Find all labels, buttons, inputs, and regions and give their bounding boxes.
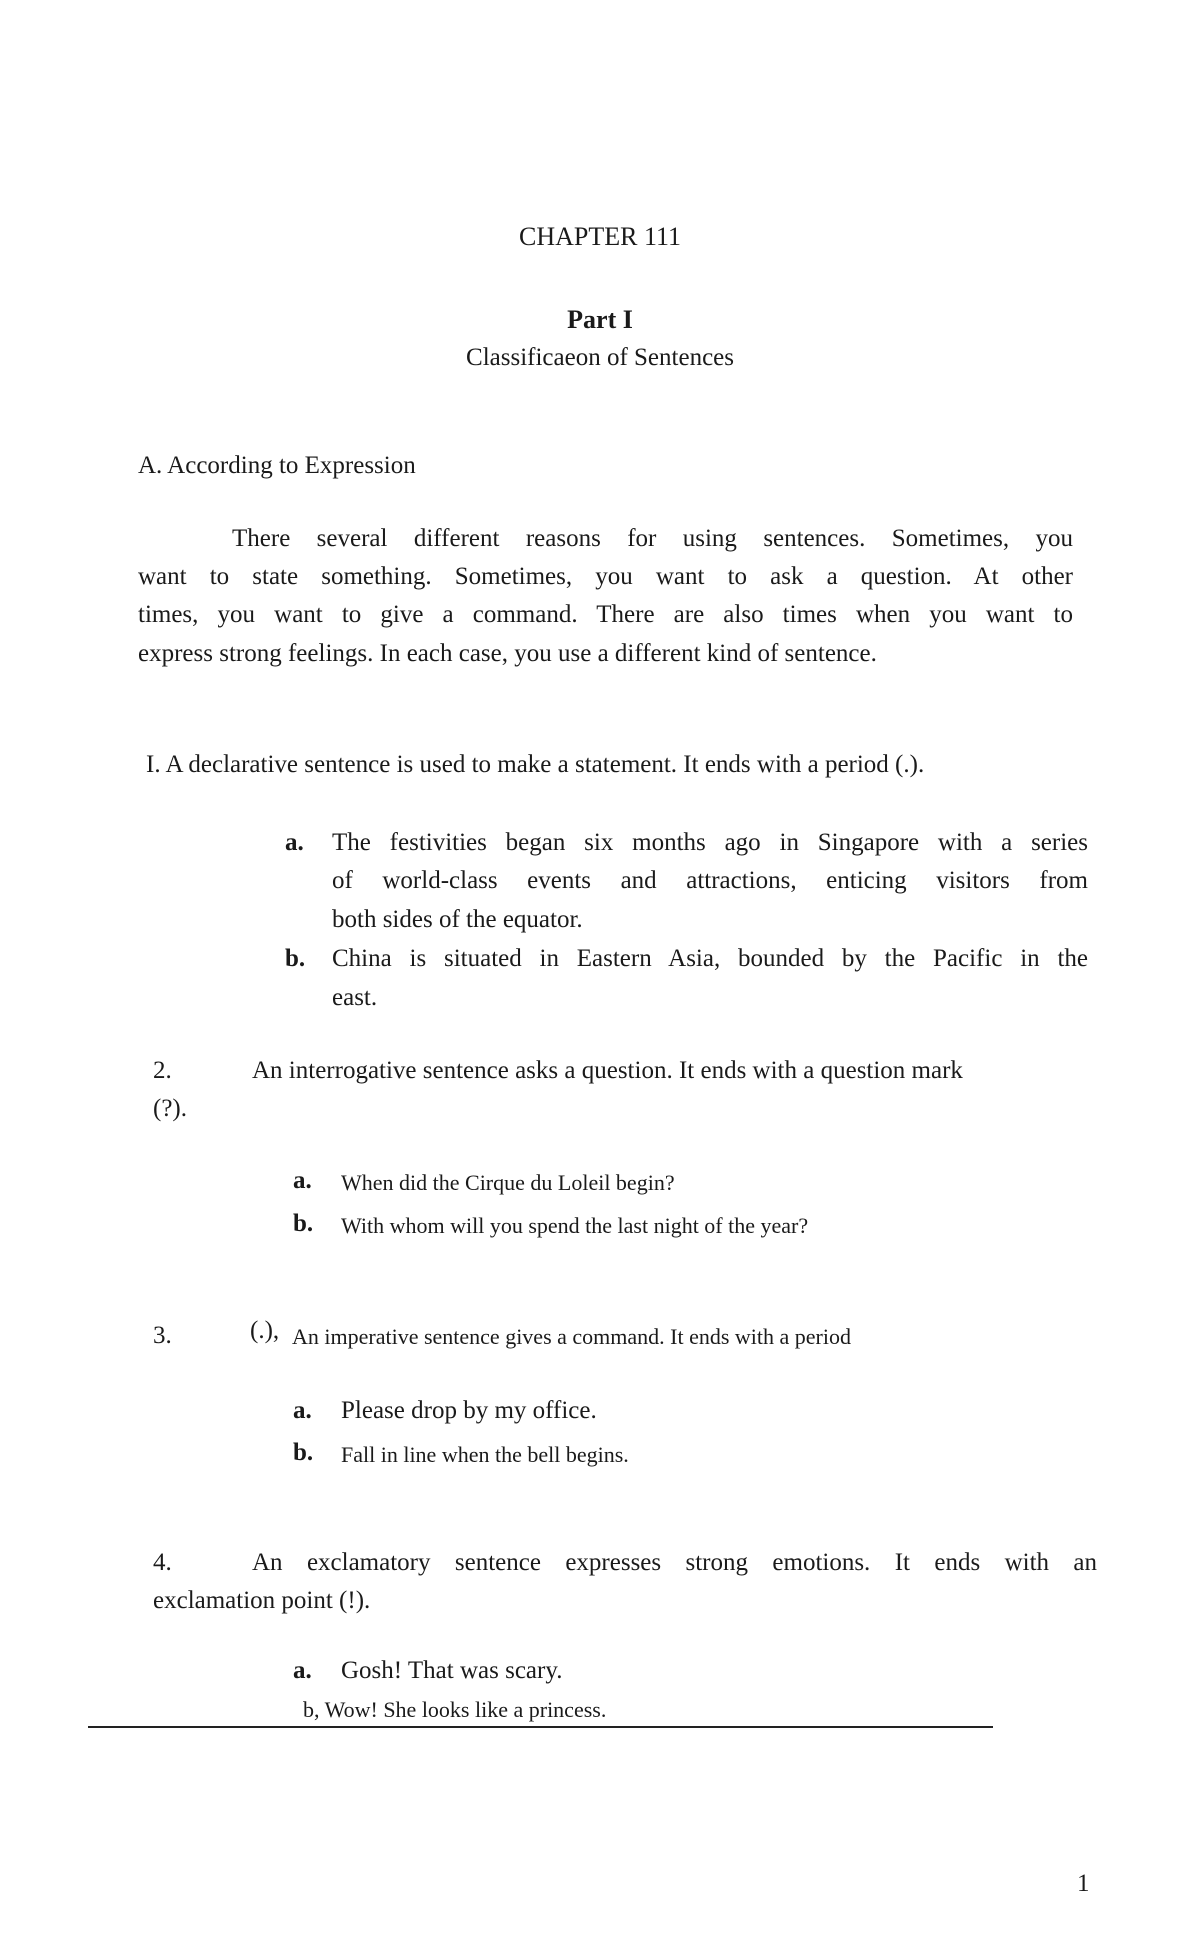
imperative-definition: An imperative sentence gives a command. It ends with a period (292, 1324, 851, 1349)
example-marker: a. (293, 1657, 312, 1684)
interrogative-definition-cont: (?). (153, 1095, 187, 1122)
example-line: Please drop by my office. (341, 1397, 597, 1424)
example-marker: b. (293, 1439, 314, 1466)
example-line: Gosh! That was scary. (341, 1657, 563, 1684)
example-line: of world-class events and attractions, enticing visitors from (332, 867, 1088, 894)
example-marker: a. (293, 1167, 312, 1194)
chapter-title: CHAPTER 111 (518, 222, 682, 251)
interrogative-definition: An interrogative sentence asks a question. It ends with a question mark (252, 1057, 963, 1084)
example-marker: b. (285, 945, 306, 972)
intro-line: want to state something. Sometimes, you want to ask a question. At other (138, 563, 1073, 590)
example-marker: a. (285, 829, 304, 856)
example-line: Fall in line when the bell begins. (341, 1442, 629, 1467)
example-marker: b. (293, 1210, 314, 1237)
intro-line: express strong feelings. In each case, you use a different kind of sentence. (138, 640, 877, 667)
item-number: 2. (153, 1057, 172, 1084)
example-line: b, Wow! She looks like a princess. (303, 1697, 607, 1722)
item-number: 3. (153, 1322, 172, 1349)
intro-line: There several different reasons for using sentences. Sometimes, you (232, 525, 1073, 552)
part-title: Part I (567, 305, 633, 334)
item-number: 4. (153, 1549, 172, 1576)
declarative-definition: I. A declarative sentence is used to make a statement. It ends with a period (.). (146, 751, 925, 778)
example-line: east. (332, 984, 378, 1011)
period-mark: (.), (250, 1317, 280, 1344)
exclamatory-definition: An exclamatory sentence expresses strong emotions. It ends with an (252, 1549, 1097, 1576)
exclamatory-definition-cont: exclamation point (!). (153, 1587, 371, 1614)
example-line: When did the Cirque du Loleil begin? (341, 1170, 675, 1195)
example-marker: a. (293, 1397, 312, 1424)
example-line: China is situated in Eastern Asia, bounded by the Pacific in the (332, 945, 1088, 972)
example-line: With whom will you spend the last night of the year? (341, 1213, 809, 1238)
section-heading: A. According to Expression (138, 452, 416, 479)
page-number: 1 (1077, 1870, 1090, 1897)
example-line: The festivities began six months ago in Singapore with a series (332, 829, 1088, 856)
horizontal-rule (88, 1726, 993, 1728)
part-subtitle: Classificaeon of Sentences (466, 344, 734, 371)
example-line: both sides of the equator. (332, 906, 583, 933)
intro-line: times, you want to give a command. There are also times when you want to (138, 601, 1073, 628)
